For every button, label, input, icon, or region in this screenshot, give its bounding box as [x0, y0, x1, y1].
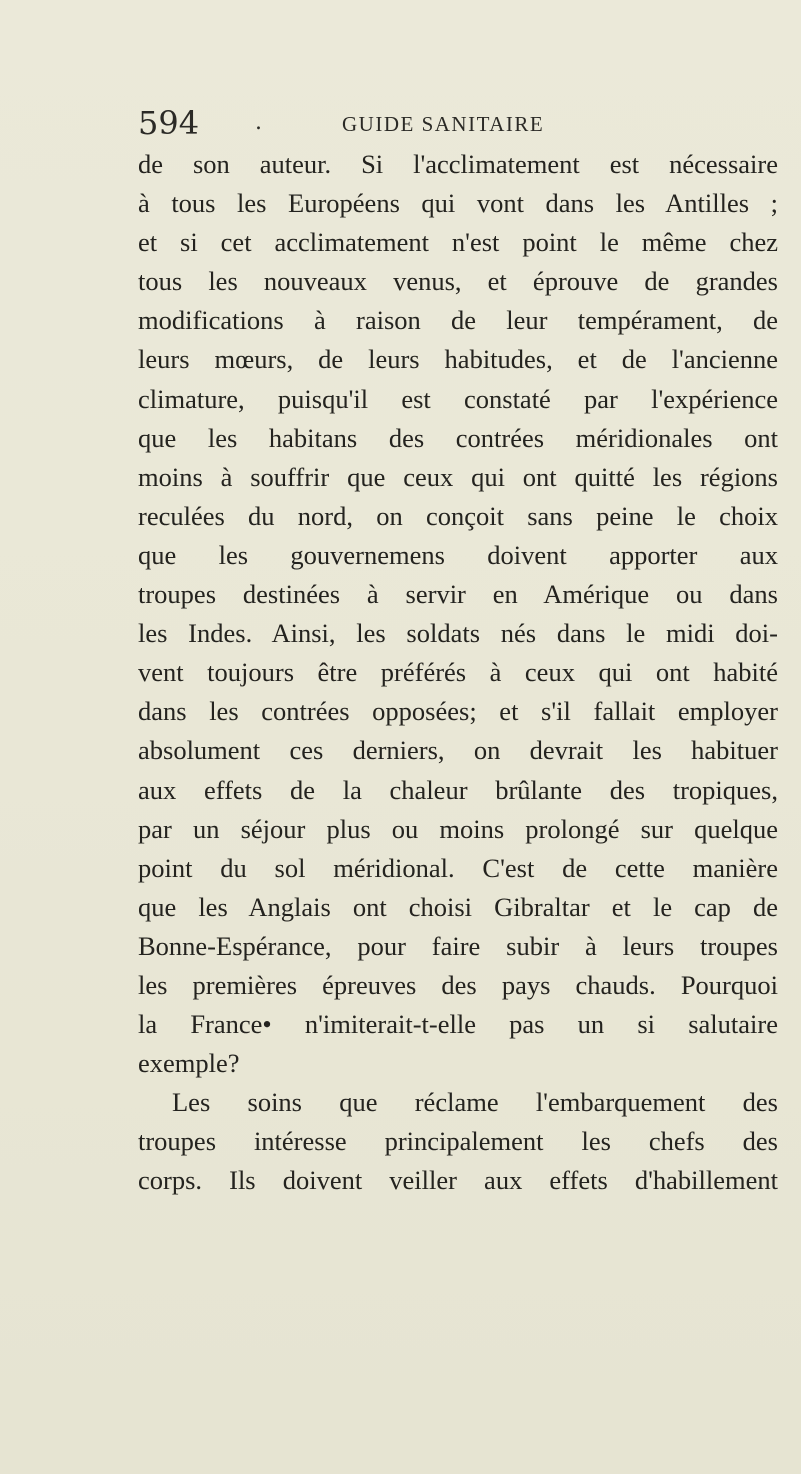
running-title: GUIDE SANITAIRE	[342, 112, 545, 136]
text-line: la France• n'imiterait-t-elle pas un si salutaire	[138, 1009, 778, 1040]
text-line: absolument ces derniers, on devrait les habituer	[138, 735, 778, 766]
page-number: 594	[138, 104, 200, 142]
text-line: modifications à raison de leur tempérament, de	[138, 305, 778, 336]
text-line: dans les contrées opposées; et s'il fallait employer	[138, 696, 778, 727]
text-line: à tous les Européens qui vont dans les Antilles ;	[138, 188, 778, 219]
body-text	[138, 145, 778, 1201]
text-line: troupes intéresse principalement les chefs des	[138, 1126, 778, 1157]
text-line: de son auteur. Si l'acclimatement est nécessaire	[138, 149, 778, 179]
text-line: aux effets de la chaleur brûlante des tropiques,	[138, 774, 778, 805]
text-line: reculées du nord, on conçoit sans peine le choix	[138, 500, 778, 531]
text-line: les premières épreuves des pays chauds. Pourquoi	[138, 969, 778, 1000]
text-line: que les habitans des contrées méridionales ont	[138, 422, 778, 453]
text-line: corps. Ils doivent veiller aux effets d'habillement	[138, 1165, 778, 1196]
text-line: vent toujours être préférés à ceux qui ont habité	[138, 657, 778, 688]
page-header	[0, 103, 801, 143]
text-line: exemple?	[138, 1048, 240, 1079]
text-line: que les Anglais ont choisi Gibraltar et le cap de	[138, 891, 778, 922]
header-separator: .	[255, 110, 262, 135]
text-line: Bonne-Espérance, pour faire subir à leurs troupes	[138, 930, 778, 961]
text-line: troupes destinées à servir en Amérique ou dans	[138, 579, 778, 610]
paragraph-start-line: Les soins que réclame l'embarquement des	[172, 1087, 778, 1118]
text-line: climature, puisqu'il est constaté par l'expérience	[138, 383, 778, 414]
text-line: et si cet acclimatement n'est point le même chez	[138, 227, 778, 258]
text-line: leurs mœurs, de leurs habitudes, et de l'ancienne	[138, 344, 778, 375]
text-line: moins à souffrir que ceux qui ont quitté les régions	[138, 461, 778, 492]
text-line: point du sol méridional. C'est de cette manière	[138, 852, 778, 883]
text-line: par un séjour plus ou moins prolongé sur quelque	[138, 813, 778, 844]
text-line: les Indes. Ainsi, les soldats nés dans le midi doi-	[138, 618, 778, 649]
text-line: tous les nouveaux venus, et éprouve de grandes	[138, 266, 778, 297]
text-line: que les gouvernemens doivent apporter aux	[138, 539, 778, 570]
